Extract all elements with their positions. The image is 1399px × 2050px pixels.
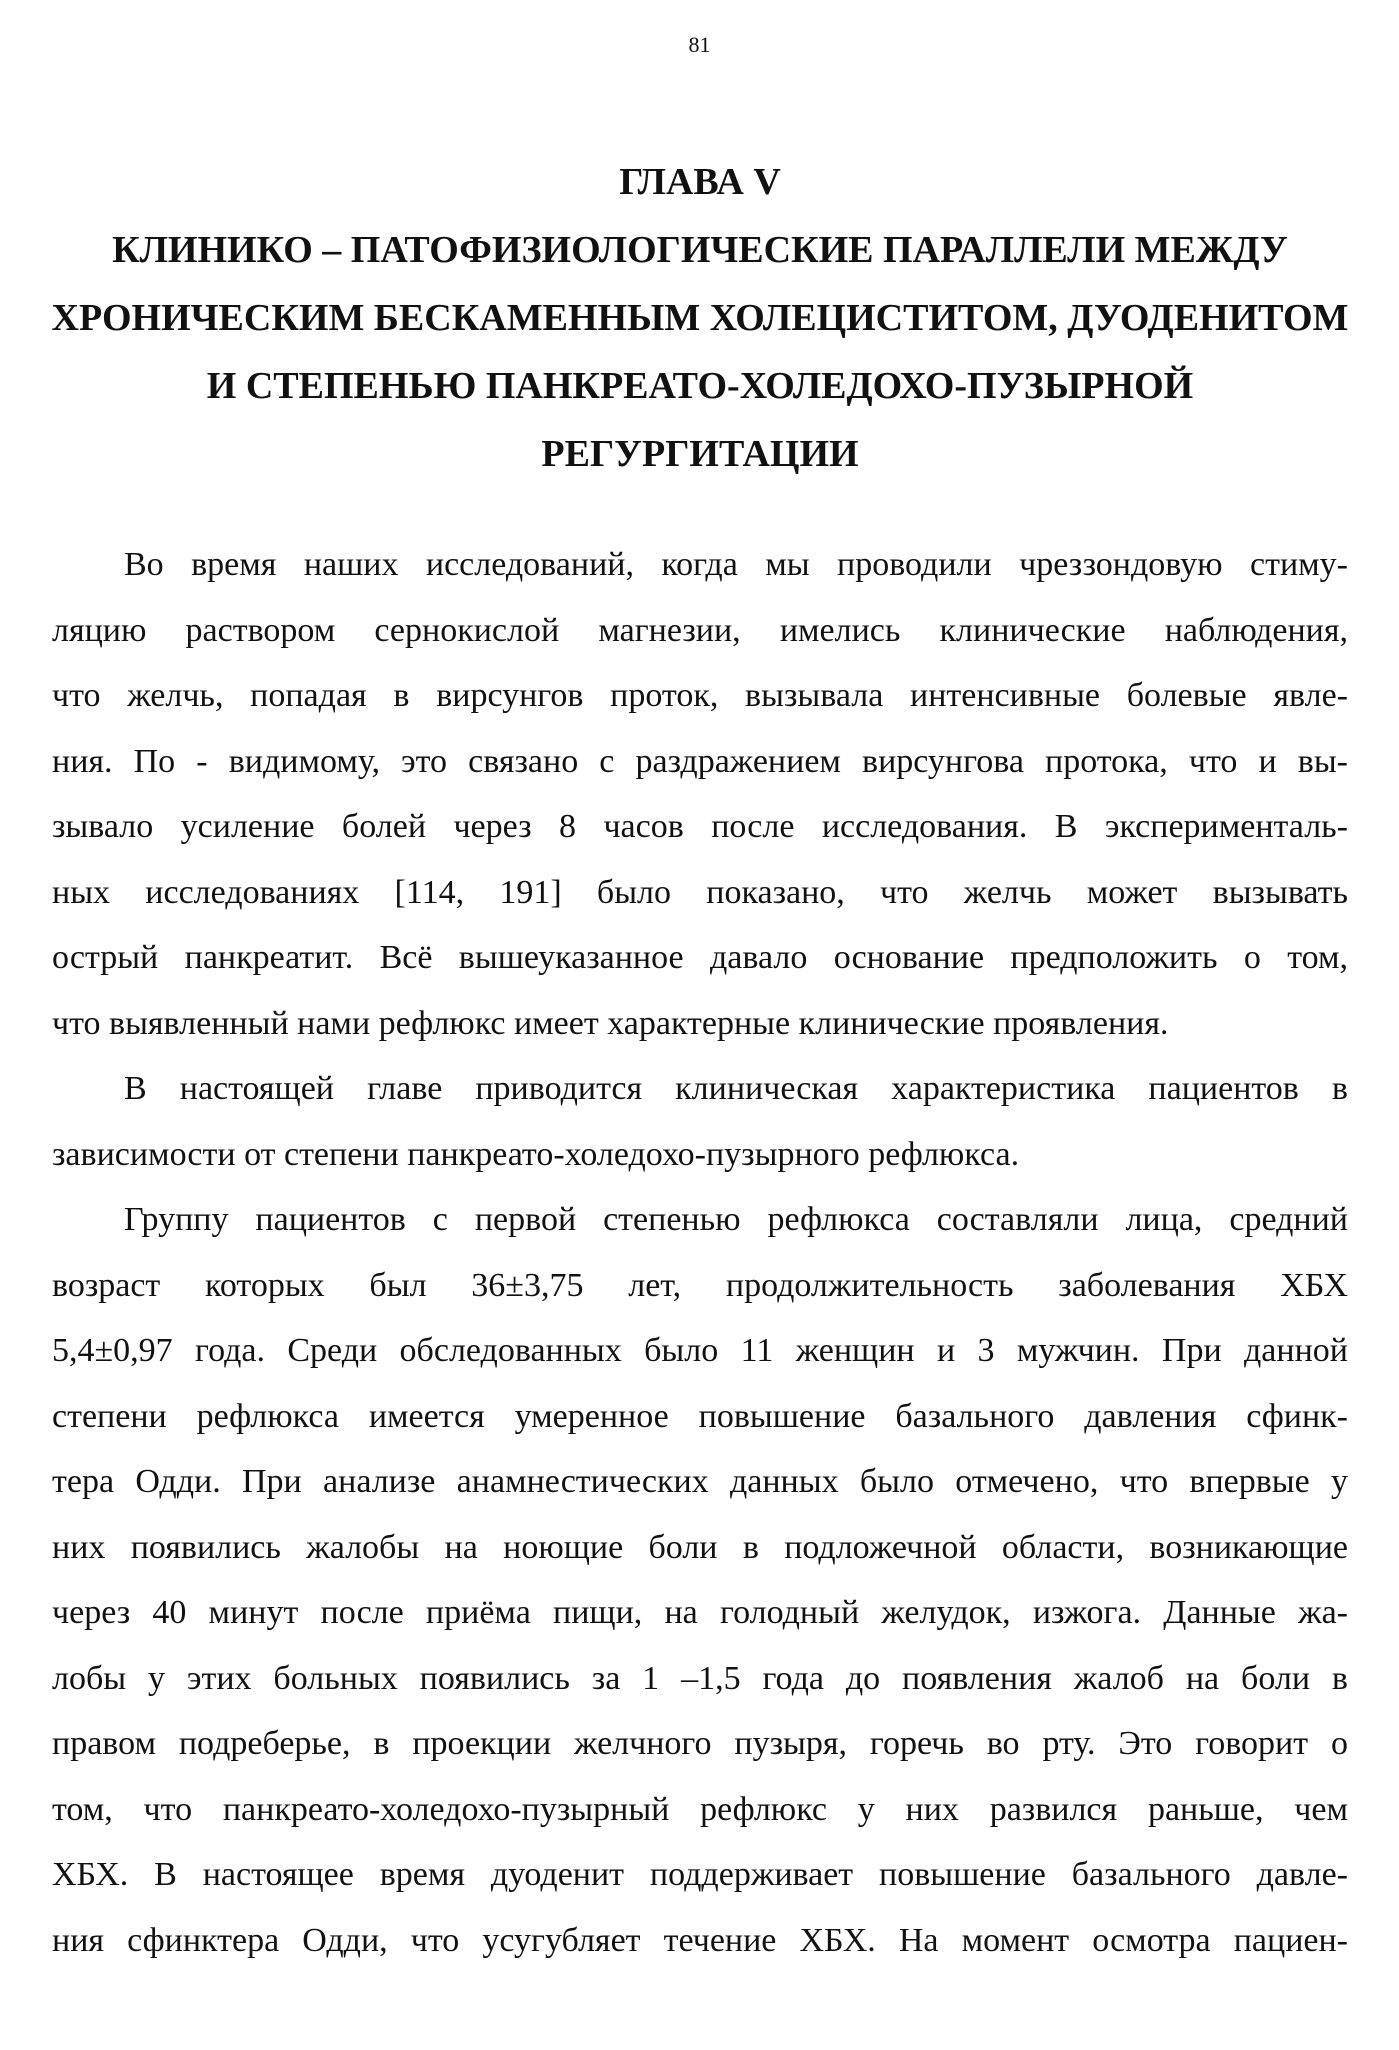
text-line: острый панкреатит. Всё вышеуказанное давало основание предположить о том, [52,939,1348,976]
text-line: ных исследованиях [114, 191] было показано, что желчь может вызывать [52,873,1348,911]
text-line: правом подреберье, в проекции желчного пузыря, горечь во рту. Это говорит о [52,1725,1348,1762]
chapter-title-line: ХРОНИЧЕСКИМ БЕСКАМЕННЫМ ХОЛЕЦИСТИТОМ, ДУОДЕНИТОМ [51,297,1349,339]
text-line: ния. По - видимому, это связано с раздражением вирсунгова протока, что и вы- [52,742,1348,780]
text-line: них появились жалобы на ноющие боли в подложечной области, возникающие [52,1528,1348,1566]
text-line: ния сфинктера Одди, что усугубляет течение ХБХ. На момент осмотра пациен- [52,1921,1348,1959]
text-line: зывало усиление болей через 8 часов после исследования. В эксперименталь- [52,808,1348,845]
chapter-label: ГЛАВА V [619,161,781,203]
text-line: что желчь, попадая в вирсунгов проток, вызывала интенсивные болевые явле- [52,677,1348,714]
text-line: ляцию раствором сернокислой магнезии, имелись клинические наблюдения, [52,611,1348,649]
chapter-title-line: И СТЕПЕНЬЮ ПАНКРЕАТО-ХОЛЕДОХО-ПУЗЫРНОЙ [206,365,1194,407]
text-line: Во время наших исследований, когда мы проводили чреззондовую стиму- [124,546,1348,583]
paragraph [52,532,1348,1056]
text-line: что выявленный нами рефлюкс имеет характерные клинические проявления. [52,1004,1169,1042]
text-line: возраст которых был 36±3,75 лет, продолжительность заболевания ХБХ [52,1266,1348,1304]
chapter-title-line: КЛИНИКО – ПАТОФИЗИОЛОГИЧЕСКИЕ ПАРАЛЛЕЛИ МЕЖДУ [112,229,1288,271]
text-line: зависимости от степени панкреато-холедохо-пузырного рефлюкса. [52,1135,1020,1173]
text-line: через 40 минут после приёма пищи, на голодный желудок, изжога. Данные жа- [52,1594,1348,1631]
chapter-heading [40,148,1360,488]
text-line: том, что панкреато-холедохо-пузырный рефлюкс у них развился раньше, чем [52,1790,1348,1828]
text-line: 5,4±0,97 года. Среди обследованных было 11 женщин и 3 мужчин. При данной [52,1332,1348,1369]
text-line: степени рефлюкса имеется умеренное повышение базального давления сфинк- [52,1397,1348,1435]
text-line: лобы у этих больных появились за 1 –1,5 года до появления жалоб на боли в [52,1659,1348,1697]
text-line: Группу пациентов с первой степенью рефлюкса составляли лица, средний [124,1201,1348,1238]
text-line: тера Одди. При анализе анамнестических данных было отмечено, что впервые у [52,1463,1348,1500]
paragraph [52,1187,1348,1973]
text-line: ХБХ. В настоящее время дуоденит поддерживает повышение базального давле- [52,1856,1348,1893]
chapter-title-line: РЕГУРГИТАЦИИ [541,433,859,475]
page-number: 81 [688,32,711,57]
body-text [52,532,1348,1973]
text-line: В настоящей главе приводится клиническая характеристика пациентов в [124,1070,1348,1107]
paragraph [52,1056,1348,1187]
